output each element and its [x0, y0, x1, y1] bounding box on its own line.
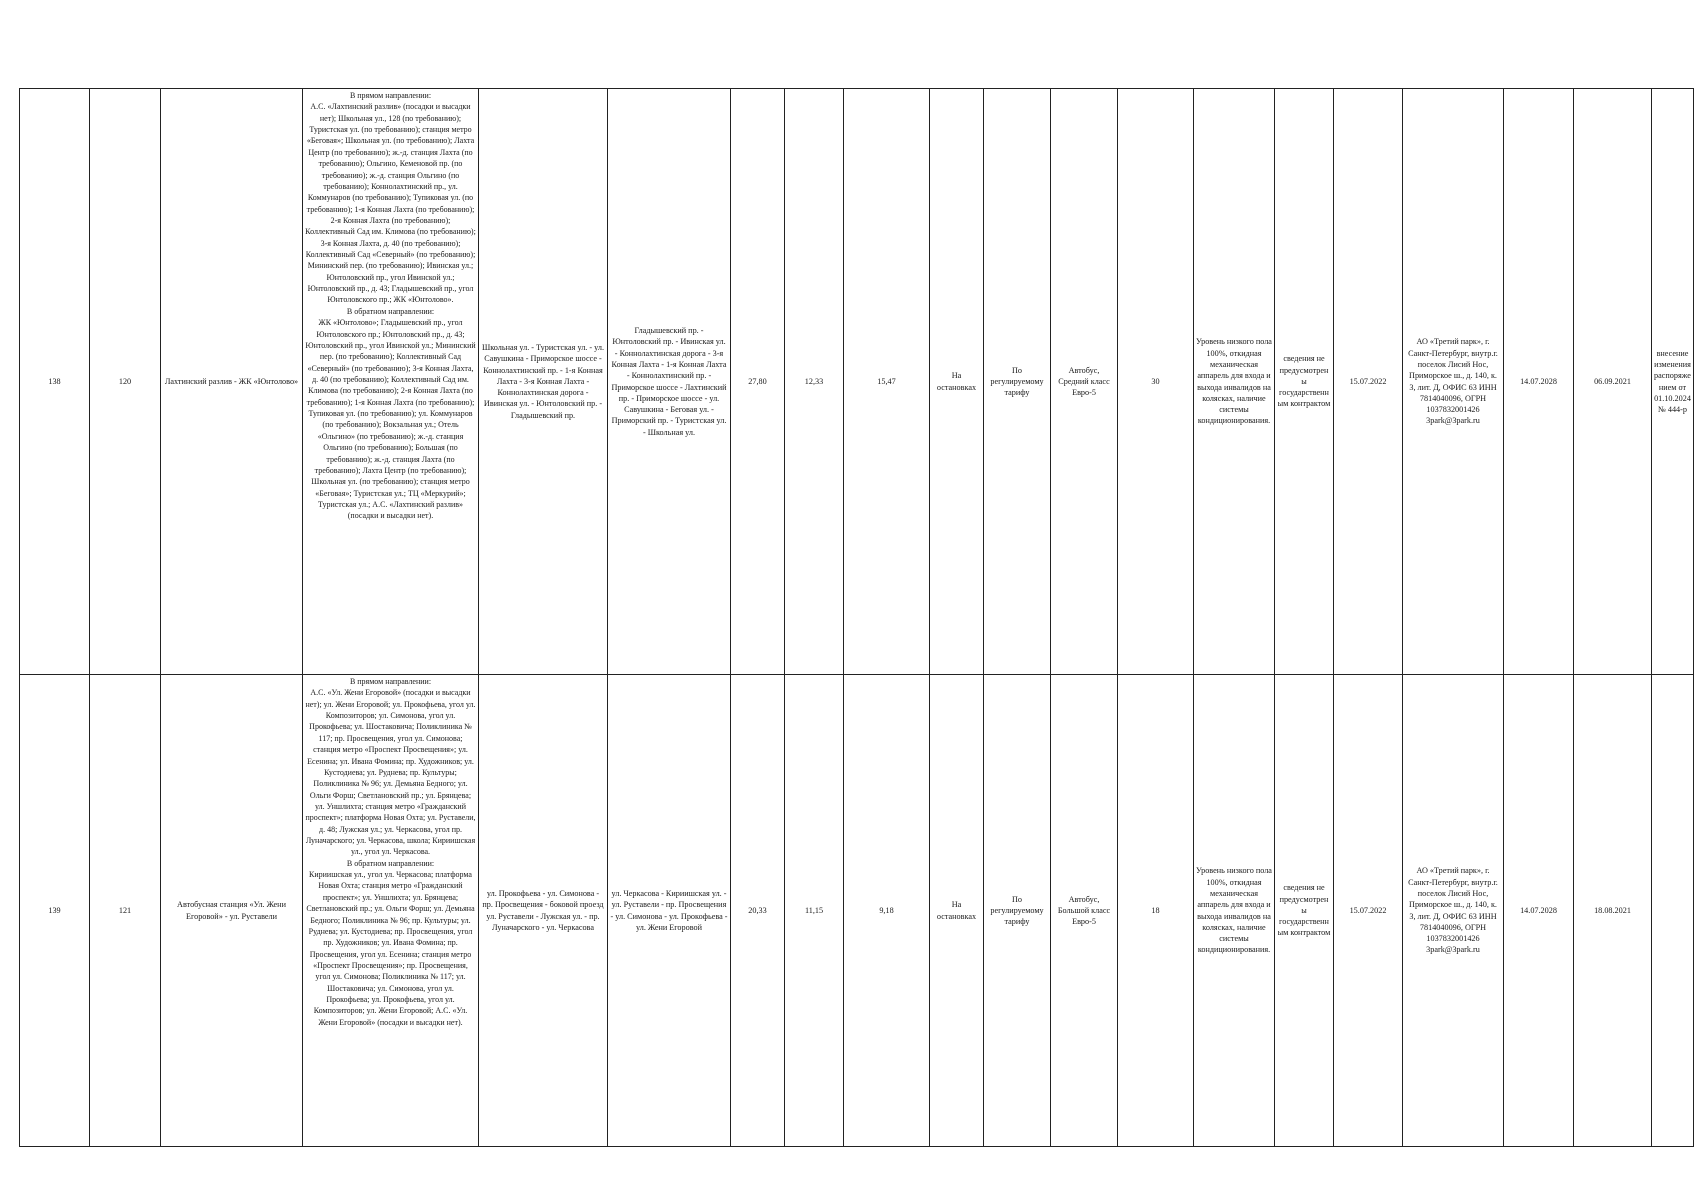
vehicle-features: Уровень низкого пола 100%, откидная механическая аппарель для входа и выхода инвалидов на колясках, наличие системы кондиционирования. — [1194, 675, 1275, 1147]
contract-info: сведения не предусмотрены государственным контрактом — [1275, 89, 1334, 675]
length-backward: 15,47 — [844, 89, 930, 675]
row-number: 139 — [20, 675, 90, 1147]
streets-forward: Школьная ул. - Туристская ул. - ул. Савушкина - Приморское шоссе - Коннолахтинский пр. - 1-я Конная Лахта - 3-я Конная Лахта - Коннолахтинская дорога - Ивинская ул. - Юнтоловский пр. - Гладышевский пр. — [479, 89, 608, 675]
streets-backward: Гладышевский пр. - Юнтоловский пр. - Ивинская ул. - Коннолахтинская дорога - 3-я Конная Лахта - 1-я Конная Лахта - Коннолахтинский пр. - Приморское шоссе - Лахтинский пр. - Приморское шоссе - ул. Савушкина - Беговая ул. - Приморский пр. - Туристская ул. - Школьная ул. — [608, 89, 731, 675]
vehicle-count: 18 — [1118, 675, 1194, 1147]
stops-backward-label: В обратном направлении: — [346, 306, 435, 316]
start-date: 15.07.2022 — [1334, 89, 1403, 675]
vehicle-count: 30 — [1118, 89, 1194, 675]
stops-list — [303, 675, 479, 1147]
length-backward: 9,18 — [844, 675, 930, 1147]
stops-list — [303, 89, 479, 675]
stops-backward: ЖК «Юнтолово»; Гладышевский пр., угол Юнтоловского пр.; Юнтоловский пр., д. 43; Юнтоловский пр., угол Ивинской ул.; Мининский пер. (по требованию); Коллективный Сад «Северный» (по требованию); 3-я Конная Лахта, д. 40 (по требованию); Коллективный Сад им. Климова (по требованию); 2-я Конная Лахта (по требованию); 1-я Конная Лахта (по требованию); Тупиковая ул. (по требованию); ул. Коммунаров (по требованию); Вокзальная ул.; Отель «Ольгино» (по требованию); ж.-д. станция Ольгино (по требованию); Большая (по требованию); ж.-д. станция Лахта (по требованию); Лахта Центр (по требованию); Школьная ул. (по требованию); станция метро «Беговая»; Туристская ул.; ТЦ «Меркурий»; Туристская ул.; А.С. «Лахтинский разлив» (посадки и высадки нет). — [305, 318, 476, 521]
route-name: Автобусная станция «Ул. Жени Егоровой» - ул. Руставели — [161, 675, 303, 1147]
route-name: Лахтинский разлив - ЖК «Юнтолово» — [161, 89, 303, 675]
carrier-info: АО «Третий парк», г. Санкт-Петербург, внутр.г. поселок Лисий Нос, Приморское ш., д. 140, к. 3, лит. Д, ОФИС 63 ИНН 7814040096, ОГРН 1037832001426 3park@3park.ru — [1403, 675, 1504, 1147]
streets-forward: ул. Прокофьева - ул. Симонова - пр. Просвещения - боковой проезд ул. Руставели - Лужская ул. - пр. Луначарского - ул. Черкасова — [479, 675, 608, 1147]
stop-order: На остановках — [930, 89, 984, 675]
stop-order: На остановках — [930, 675, 984, 1147]
end-date: 14.07.2028 — [1504, 675, 1574, 1147]
note: внесение изменения распоряжением от 01.10.2024 № 444-р — [1652, 89, 1694, 675]
tariff-type: По регулируемому тарифу — [984, 675, 1051, 1147]
end-date: 14.07.2028 — [1504, 89, 1574, 675]
tariff-type: По регулируемому тарифу — [984, 89, 1051, 675]
stops-backward: Кириишская ул., угол ул. Черкасова; платформа Новая Охта; станция метро «Гражданский проспект»; ул. Уншлихта; ул. Брянцева; Светлановский пр.; ул. Ольги Форш; ул. Демьяна Бедного; Поликлиника № 96; пр. Культуры; ул. Руднева; ул. Кустодиева; пр. Просвещения, угол пр. Художников; ул. Ивана Фомина; пр. Просвещения, угол ул. Есенина; станция метро «Проспект Просвещения»; пр. Просвещения, угол ул. Симонова; Поликлиника № 117; ул. Шостаковича; ул. Симонова, угол ул. Прокофьева; ул. Прокофьева, угол ул. Композиторов; ул. Жени Егоровой; А.С. «Ул. Жени Егоровой» (посадки и высадки нет). — [306, 870, 475, 1027]
note — [1652, 675, 1694, 1147]
length-forward: 12,33 — [785, 89, 844, 675]
table-row — [20, 675, 1694, 1147]
registration-date: 06.09.2021 — [1574, 89, 1652, 675]
stops-forward: А.С. «Ул. Жени Егоровой» (посадки и высадки нет); ул. Жени Егоровой; ул. Прокофьева, угол ул. Композиторов; ул. Симонова, угол ул. Прокофьева; ул. Шостаковича; Поликлиника № 117; пр. Просвещения, угол ул. Симонова; станция метро «Проспект Просвещения»; ул. Есенина; ул. Ивана Фомина; пр. Художников; ул. Кустодиева; ул. Руднева; пр. Культуры; Поликлиника № 96; ул. Демьяна Бедного; ул. Ольги Форш; Светлановский пр.; ул. Брянцева; ул. Уншлихта; станция метро «Гражданский проспект»; платформа Новая Охта; ул. Руставели, д. 48; Лужская ул.; ул. Черкасова, угол пр. Луначарского; ул. Черкасова, школа; Кириишская ул., угол ул. Черкасова. — [305, 688, 476, 857]
registration-date: 18.08.2021 — [1574, 675, 1652, 1147]
route-number: 120 — [90, 89, 161, 675]
carrier-info: АО «Третий парк», г. Санкт-Петербург, внутр.г. поселок Лисий Нос, Приморское ш., д. 140, к. 3, лит. Д, ОФИС 63 ИНН 7814040096, ОГРН 1037832001426 3park@3park.ru — [1403, 89, 1504, 675]
table-row — [20, 89, 1694, 675]
stops-forward-label: В прямом направлении: — [349, 677, 432, 686]
vehicle-type: Автобус, Большой класс Евро-5 — [1051, 675, 1118, 1147]
route-number: 121 — [90, 675, 161, 1147]
stops-forward-label: В прямом направлении: — [349, 91, 432, 100]
length-forward: 11,15 — [785, 675, 844, 1147]
start-date: 15.07.2022 — [1334, 675, 1403, 1147]
row-number: 138 — [20, 89, 90, 675]
vehicle-type: Автобус, Средний класс Евро-5 — [1051, 89, 1118, 675]
length-total: 27,80 — [731, 89, 785, 675]
contract-info: сведения не предусмотрены государственным контрактом — [1275, 675, 1334, 1147]
stops-forward: А.С. «Лахтинский разлив» (посадки и высадки нет); Школьная ул., 128 (по требованию); Туристская ул. (по требованию); станция метро «Беговая»; Школьная ул. (по требованию); Лахта Центр (по требованию); ж.-д. станция Лахта (по требованию); Ольгино, Кеменовой пр. (по требованию); ж.-д. станция Ольгино (по требованию); Коннолахтинский пр., ул. Коммунаров (по требованию); Тупиковая ул. (по требованию); 1-я Конная Лахта (по требованию); 2-я Конная Лахта (по требованию); Коллективный Сад им. Климова (по требованию); 3-я Конная Лахта, д. 40 (по требованию); Коллективный Сад «Северный» (по требованию); Мининский пер. (по требованию); Ивинская ул.; Юнтоловский пр., угол Ивинской ул.; Юнтоловский пр., д. 43; Гладышевский пр., угол Юнтоловского пр.; ЖК «Юнтолово». — [305, 102, 476, 305]
route-registry-table — [19, 88, 1694, 1147]
stops-backward-label: В обратном направлении: — [346, 858, 435, 868]
streets-backward: ул. Черкасова - Кириишская ул. - ул. Руставели - пр. Просвещения - ул. Симонова - ул. Прокофьева - ул. Жени Егоровой — [608, 675, 731, 1147]
length-total: 20,33 — [731, 675, 785, 1147]
vehicle-features: Уровень низкого пола 100%, откидная механическая аппарель для входа и выхода инвалидов на колясках, наличие системы кондиционирования. — [1194, 89, 1275, 675]
